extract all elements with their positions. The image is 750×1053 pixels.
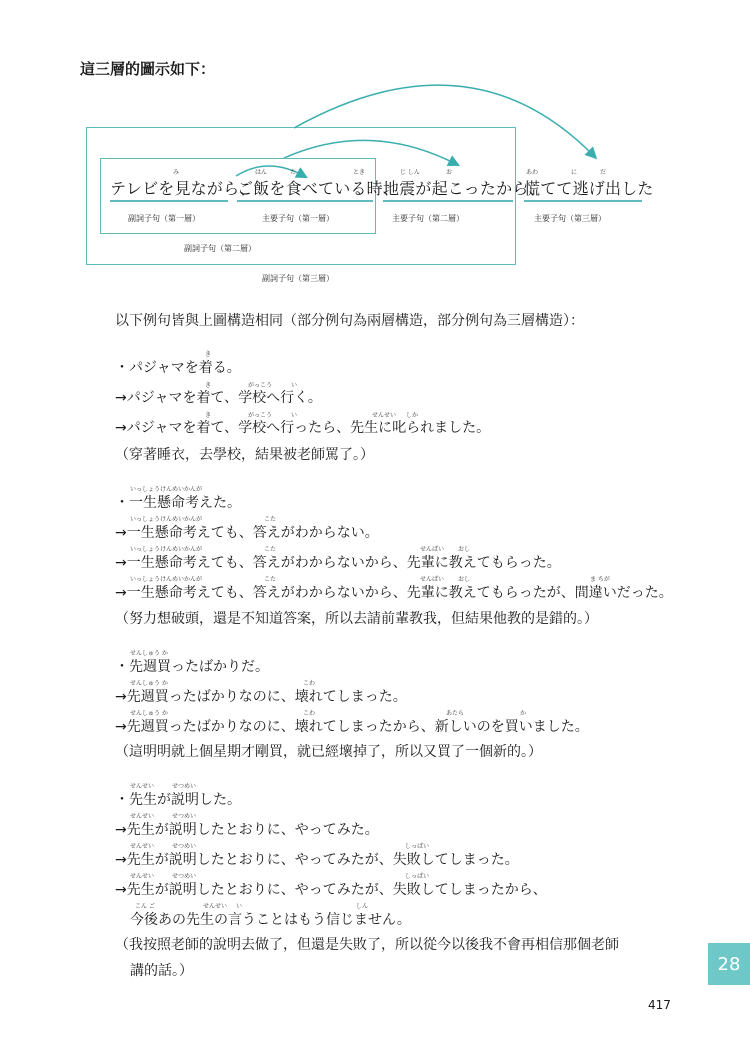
ruby: だ — [600, 169, 607, 176]
ruby: き — [205, 412, 212, 419]
ruby: に — [571, 169, 578, 176]
ruby: せんせい — [130, 873, 155, 880]
arrow-second-layer — [284, 140, 456, 164]
section-intro: 這三層的圖示如下： — [80, 60, 216, 78]
example-line: →パジャマを着て、学校へ行く。 — [115, 390, 322, 406]
caption: 主要子句（第二層） — [392, 214, 464, 223]
caption: 主要子句（第一層） — [262, 214, 334, 223]
ruby: しか — [406, 412, 419, 419]
ruby: おし — [458, 546, 471, 553]
ruby: しっぱい — [405, 843, 430, 850]
ruby: せんせい — [203, 903, 228, 910]
ruby: しん — [356, 903, 369, 910]
example-line: →一生懸命考えても、答えがわからないから、先輩に教えてもらったが、間違いだった。 — [115, 585, 673, 601]
ruby: はん — [255, 169, 268, 176]
ruby: い — [236, 903, 243, 910]
translation: （穿著睡衣，去學校，結果被老師罵了。） — [115, 447, 374, 463]
caption: 副詞子句（第一層） — [128, 214, 200, 223]
example-line: →一生懸命考えても、答えがわからないから、先輩に教えてもらった。 — [115, 555, 561, 571]
ruby: せんしゅう か — [130, 710, 168, 717]
caption: 副詞子句（第二層） — [184, 244, 256, 253]
ruby: ま ちが — [590, 576, 610, 583]
underline — [524, 200, 642, 202]
ruby: せんせい — [372, 412, 397, 419]
ruby: あたら — [446, 710, 465, 717]
ruby: い — [291, 412, 298, 419]
example-line: ・先生が説明した。 — [115, 792, 241, 808]
ruby: あわ — [526, 169, 539, 176]
clause-arrows — [0, 0, 750, 300]
example-line: →一生懸命考えても、答えがわからない。 — [115, 525, 379, 541]
ruby: せんぱい — [420, 546, 445, 553]
ruby: せんぱい — [420, 576, 445, 583]
ruby: しっぱい — [405, 873, 430, 880]
diagram-segment: ご飯を食べている時、 — [237, 179, 400, 198]
ruby: い — [291, 382, 298, 389]
example-line: →パジャマを着て、学校へ行ったら、先生に叱られました。 — [115, 420, 491, 436]
ruby: いっしょうけんめいかんが — [130, 576, 203, 583]
example-line: →先週買ったばかりなのに、壊れてしまった。 — [115, 689, 407, 705]
example-line: →先生が説明したとおりに、やってみた。 — [115, 822, 379, 838]
ruby: がっこう — [248, 382, 273, 389]
example-line: ・先週買ったばかりだ。 — [115, 659, 269, 675]
caption: 副詞子句（第三層） — [262, 274, 334, 283]
ruby: せんせい — [130, 783, 155, 790]
chapter-tab: 28 — [708, 943, 750, 985]
ruby: いっしょうけんめいかんが — [130, 516, 203, 523]
ruby: き — [205, 351, 212, 358]
page-number: 417 — [648, 998, 671, 1012]
diagram-segment: テレビを見ながら、 — [110, 179, 256, 198]
ruby: こた — [264, 576, 277, 583]
example-line: →先生が説明したとおりに、やってみたが、失敗してしまった。 — [115, 852, 519, 868]
underline — [383, 200, 513, 202]
example-line: ・パジャマを着る。 — [115, 360, 241, 376]
ruby: がっこう — [248, 412, 273, 419]
translation: （努力想破頭，還是不知道答案，所以去請前輩教我，但結果他教的是錯的。） — [115, 611, 598, 627]
ruby: じ しん — [400, 169, 420, 176]
underline — [110, 200, 228, 202]
underline — [237, 200, 373, 202]
ruby: き — [205, 382, 212, 389]
ruby: おし — [458, 576, 471, 583]
example-line: 今後あの先生の言うことはもう信じません。 — [130, 912, 411, 928]
translation: （這明明就上個星期才剛買，就已經壞掉了，所以又買了一個新的。） — [115, 744, 542, 760]
example-line: →先週買ったばかりなのに、壊れてしまったから、新しいのを買いました。 — [115, 719, 589, 735]
ruby: せんしゅう か — [130, 650, 168, 657]
ruby: せつめい — [172, 813, 197, 820]
arrow-third-layer — [294, 85, 594, 156]
translation: 講的話。） — [130, 963, 193, 979]
ruby: せんせい — [130, 813, 155, 820]
examples-intro: 以下例句皆與上圖構造相同（部分例句為兩層構造，部分例句為三層構造）： — [115, 313, 584, 329]
ruby: いっしょうけんめいかんが — [130, 546, 203, 553]
ruby: せんしゅう か — [130, 680, 168, 687]
ruby: こん ご — [135, 903, 155, 910]
ruby: か — [520, 710, 527, 717]
caption: 主要子句（第三層） — [534, 214, 606, 223]
translation: （我按照老師的說明去做了，但還是失敗了，所以從今以後我不會再相信那個老師 — [115, 937, 619, 953]
ruby: お — [446, 169, 453, 176]
ruby: とき — [353, 169, 366, 176]
ruby: せつめい — [172, 843, 197, 850]
example-line: ・一生懸命考えた。 — [115, 495, 241, 511]
ruby: こた — [264, 546, 277, 553]
ruby: た — [290, 169, 297, 176]
ruby: いっしょうけんめいかんが — [130, 486, 203, 493]
diagram-segment: 地震が起こったから、 — [383, 179, 545, 198]
ruby: こわ — [303, 680, 316, 687]
ruby: こた — [264, 516, 277, 523]
ruby: せつめい — [172, 783, 197, 790]
diagram-segment: 慌てて逃げ出した — [524, 179, 654, 198]
ruby: こわ — [303, 710, 316, 717]
ruby: せんせい — [130, 843, 155, 850]
ruby: み — [173, 169, 180, 176]
ruby: せつめい — [172, 873, 197, 880]
example-line: →先生が説明したとおりに、やってみたが、失敗してしまったから、 — [115, 882, 547, 898]
